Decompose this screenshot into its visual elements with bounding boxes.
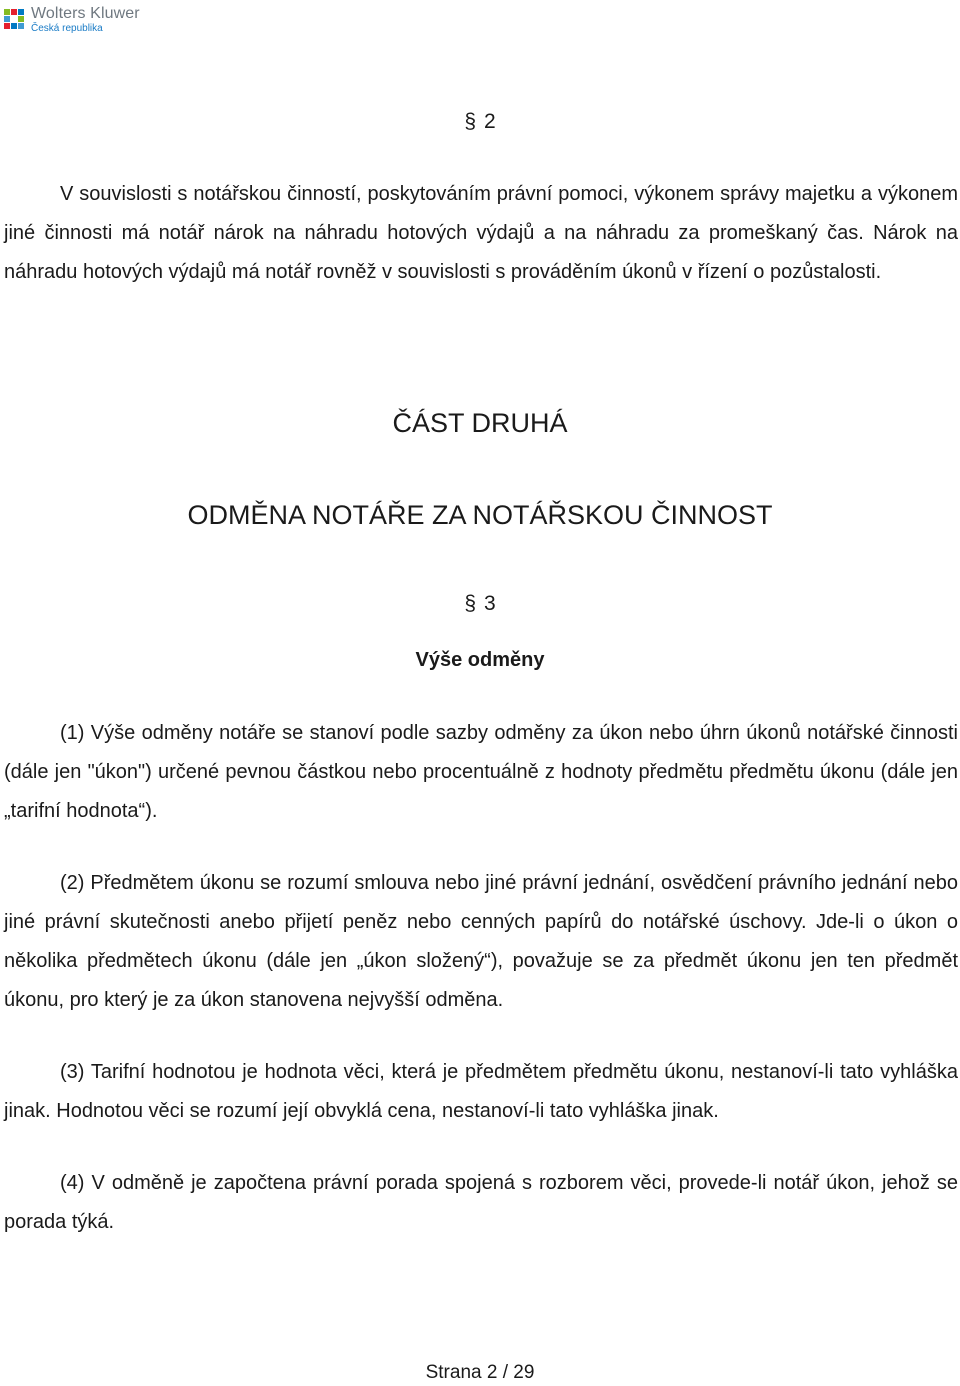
logo-mark-icon xyxy=(4,9,26,31)
logo-square xyxy=(4,23,10,29)
logo-name: Wolters Kluwer xyxy=(31,5,140,22)
section-3-title: Výše odměny xyxy=(415,649,545,671)
section-2-heading xyxy=(0,110,960,134)
logo-square xyxy=(4,16,10,22)
section-sign: § xyxy=(464,110,476,133)
logo-text xyxy=(31,6,140,34)
logo-square xyxy=(4,9,10,15)
logo-square xyxy=(18,9,24,15)
section-3-heading xyxy=(0,592,960,616)
section-number: 2 xyxy=(484,110,496,133)
logo-square xyxy=(18,16,24,22)
paragraph-3: (3) Tarifní hodnotou je hodnota věci, která je předmětem předmětu úkonu, nestanoví-li tato vyhláška jinak. Hodnotou věci se rozumí její obvyklá cena, nestanoví-li tato vyhláška jinak. xyxy=(4,1061,958,1122)
part-title: ČÁST DRUHÁ xyxy=(392,408,568,438)
section-2-paragraph: V souvislosti s notářskou činností, poskytováním právní pomoci, výkonem správy majetku a výkonem jiné činnosti má notář nárok na náhradu hotových výdajů a na náhradu za promeškaný čas. Nárok na náhradu hotových výdajů má notář rovněž v souvislosti s prováděním úkonů v řízení o pozůstalosti. xyxy=(4,183,958,283)
logo-square xyxy=(11,9,17,15)
page-number: Strana 2 / 29 xyxy=(425,1362,535,1383)
logo-square xyxy=(11,16,17,22)
logo-square xyxy=(18,23,24,29)
paragraph-1: (1) Výše odměny notáře se stanoví podle sazby odměny za úkon nebo úhrn úkonů notářské činnosti (dále jen "úkon") určené pevnou částkou nebo procentuálně z hodnoty předmětu předmětu úkonu (dále jen „tarifní hodnota“). xyxy=(4,722,958,822)
part-subtitle: ODMĚNA NOTÁŘE ZA NOTÁŘSKOU ČINNOST xyxy=(187,500,773,530)
paragraph-4: (4) V odměně je započtena právní porada spojená s rozborem věci, provede-li notář úkon, jehož se porada týká. xyxy=(4,1172,958,1233)
section-number: 3 xyxy=(484,592,496,615)
publisher-logo xyxy=(4,4,140,36)
section-sign: § xyxy=(464,592,476,615)
logo-square xyxy=(11,23,17,29)
logo-subtitle: Česká republika xyxy=(31,23,103,34)
paragraph-2: (2) Předmětem úkonu se rozumí smlouva nebo jiné právní jednání, osvědčení právního jednání nebo jiné právní skutečnosti anebo přijetí peněz nebo cenných papírů do notářské úschovy. Jde-li o úkon o několika předmětech úkonu (dále jen „úkon složený“), považuje se za předmět úkonu jen ten předmět úkonu, pro který je za úkon stanovena nejvyšší odměna. xyxy=(4,872,958,1011)
